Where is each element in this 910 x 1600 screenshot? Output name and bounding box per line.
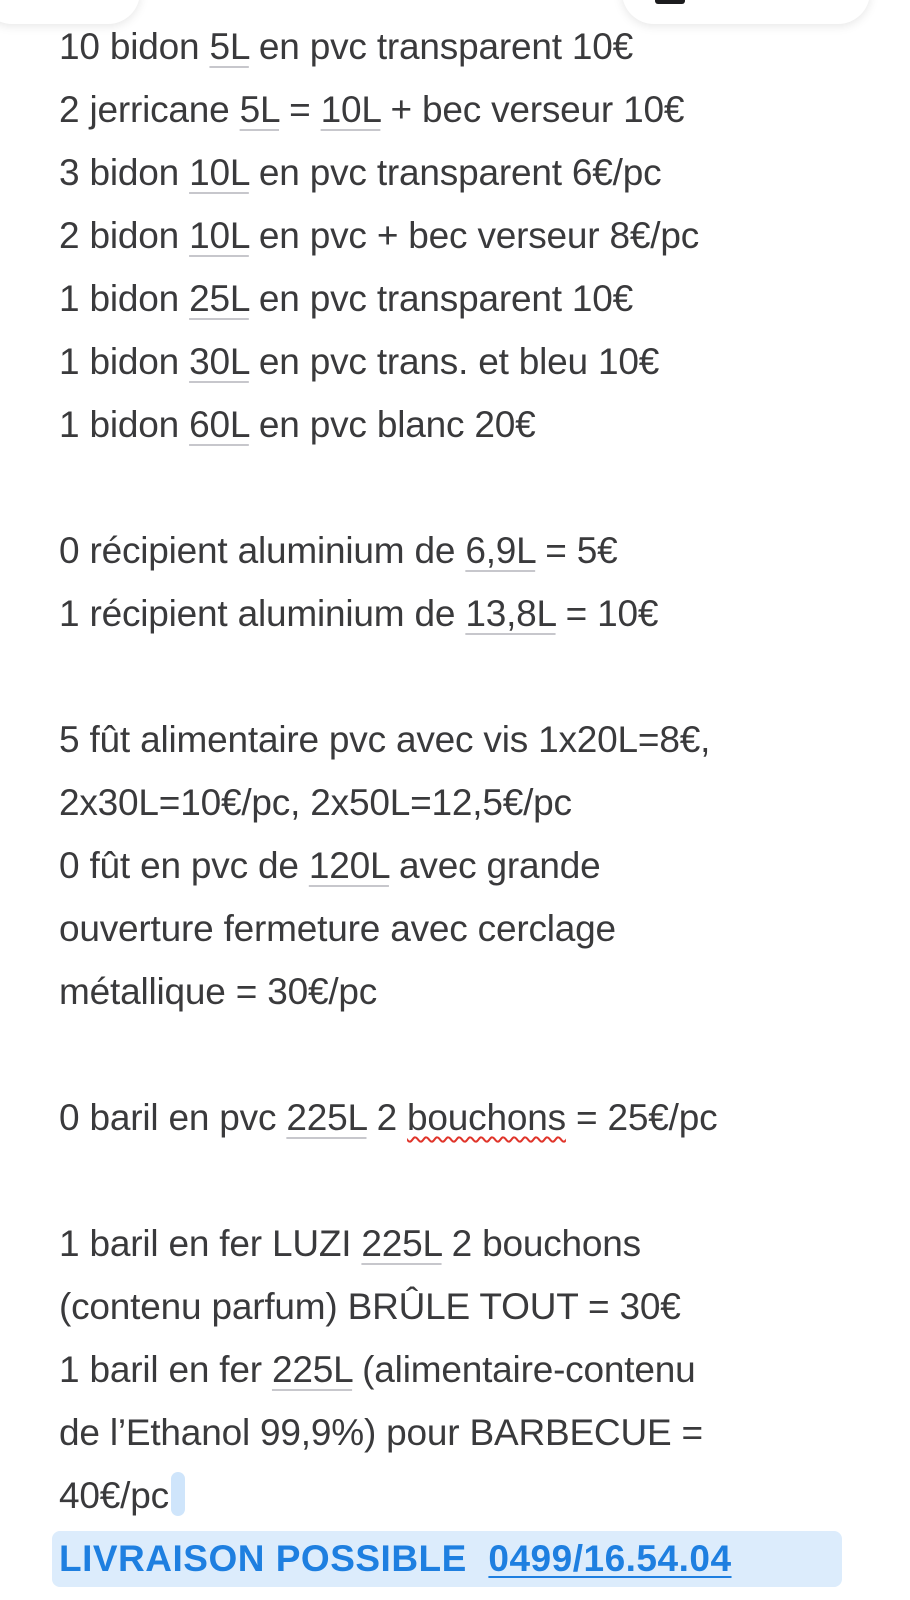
volume-link[interactable]: 10L <box>189 215 249 256</box>
note-line: ouverture fermeture avec cerclage <box>59 908 616 949</box>
text-cursor-handle[interactable] <box>171 1472 185 1516</box>
volume-link[interactable]: 60L <box>189 404 249 445</box>
note-line: 0 fût en pvc de 120L avec grande <box>59 845 601 886</box>
toolbar-icon[interactable] <box>655 0 685 4</box>
note-line: 0 récipient aluminium de 6,9L = 5€ <box>59 530 618 571</box>
note-line: 1 baril en fer LUZI 225L 2 bouchons <box>59 1223 641 1264</box>
blank-line <box>59 456 889 519</box>
phone-link[interactable]: 0499/16.54.04 <box>488 1538 732 1579</box>
note-line: 1 bidon 30L en pvc trans. et bleu 10€ <box>59 341 660 382</box>
note-line: métallique = 30€/pc <box>59 971 378 1012</box>
volume-link[interactable]: 25L <box>189 278 249 319</box>
note-line: 0 baril en pvc 225L 2 bouchons = 25€/pc <box>59 1097 718 1138</box>
volume-link[interactable]: 13,8L <box>465 593 556 634</box>
note-line: (contenu parfum) BRÛLE TOUT = 30€ <box>59 1286 681 1327</box>
volume-link[interactable]: 6,9L <box>465 530 536 571</box>
note-line: 1 bidon 25L en pvc transparent 10€ <box>59 278 633 319</box>
blank-line <box>59 645 889 708</box>
note-line: 2 bidon 10L en pvc + bec verseur 8€/pc <box>59 215 700 256</box>
note-line: 1 bidon 60L en pvc blanc 20€ <box>59 404 536 445</box>
blank-line <box>59 1149 889 1212</box>
blank-line <box>59 1023 889 1086</box>
note-line: 1 baril en fer 225L (alimentaire-contenu <box>59 1349 696 1390</box>
volume-link[interactable]: 225L <box>361 1223 442 1264</box>
note-line: 40€/pc <box>59 1464 889 1527</box>
note-line: 2x30L=10€/pc, 2x50L=12,5€/pc <box>59 782 572 823</box>
misspelled-word[interactable]: bouchons <box>407 1097 566 1138</box>
note-line: 2 jerricane 5L = 10L + bec verseur 10€ <box>59 89 685 130</box>
delivery-label: LIVRAISON POSSIBLE <box>59 1538 467 1579</box>
volume-link[interactable]: 225L <box>271 1349 353 1390</box>
note-line: 10 bidon 5L en pvc transparent 10€ <box>59 26 633 67</box>
note-line: de l’Ethanol 99,9%) pour BARBECUE = <box>59 1412 703 1453</box>
volume-link[interactable]: 10L <box>320 89 381 130</box>
bottom-toolbar-edge <box>0 1590 910 1600</box>
delivery-line <box>59 1531 732 1587</box>
volume-link[interactable]: 5L <box>239 89 280 130</box>
volume-link[interactable]: 225L <box>286 1097 367 1138</box>
volume-link[interactable]: 5L <box>209 26 249 67</box>
volume-link[interactable]: 30L <box>189 341 249 382</box>
volume-link[interactable]: 120L <box>308 845 389 886</box>
note-line: 1 récipient aluminium de 13,8L = 10€ <box>59 593 659 634</box>
volume-link[interactable]: 10L <box>189 152 249 193</box>
note-body[interactable] <box>59 15 889 1527</box>
note-line: 5 fût alimentaire pvc avec vis 1x20L=8€, <box>59 719 711 760</box>
note-line: 3 bidon 10L en pvc transparent 6€/pc <box>59 152 662 193</box>
